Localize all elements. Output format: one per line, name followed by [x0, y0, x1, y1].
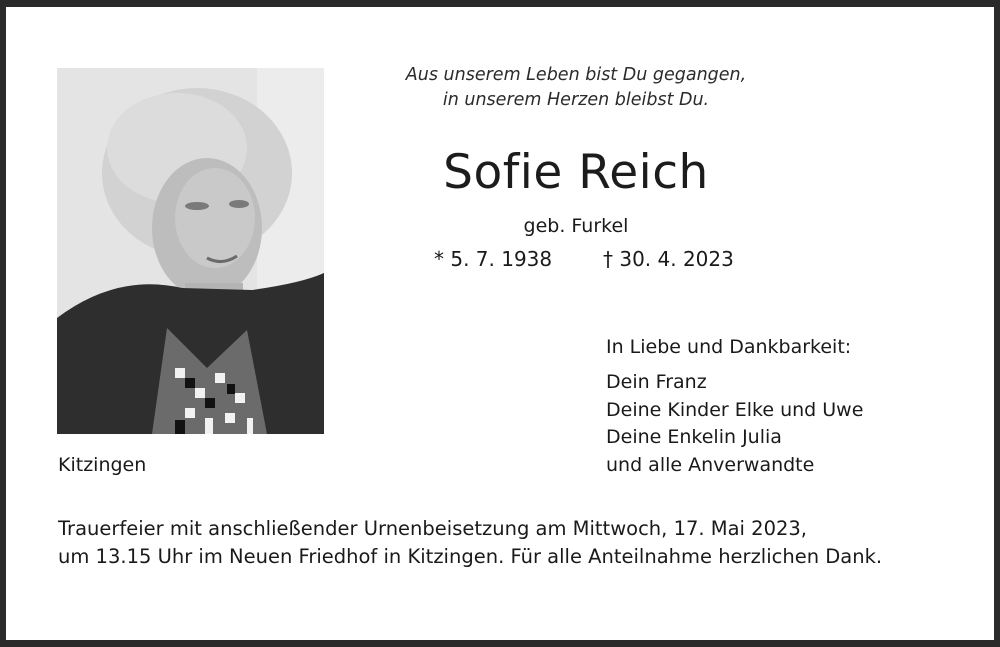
portrait-image: [57, 68, 324, 434]
thanks-heading: In Liebe und Dankbarkeit:: [606, 336, 852, 358]
deceased-name: Sofie Reich: [443, 145, 709, 200]
mourner-entry: Dein Franz: [606, 371, 707, 393]
quote-line-1: Aus unserem Leben bist Du gegangen,: [405, 65, 747, 85]
funeral-line-2: um 13.15 Uhr im Neuen Friedhof in Kitzingen. Für alle Anteilnahme herzlichen Dank.: [58, 545, 883, 568]
birth-name: geb. Furkel: [523, 215, 629, 237]
funeral-line-1: Trauerfeier mit anschließender Urnenbeisetzung am Mittwoch, 17. Mai 2023,: [58, 517, 807, 540]
funeral-notice: [58, 515, 882, 571]
quote-line-2: in unserem Herzen bleibst Du.: [442, 90, 710, 110]
mourner-entry: Deine Kinder Elke und Uwe: [606, 398, 864, 421]
obituary-card: [6, 7, 994, 640]
birth-date: * 5. 7. 1938: [434, 247, 553, 271]
death-date: † 30. 4. 2023: [603, 247, 734, 271]
portrait-photo: [57, 68, 324, 434]
place-name: Kitzingen: [58, 454, 147, 476]
mourners-list: [606, 369, 863, 479]
mourner-entry: Deine Enkelin Julia: [606, 426, 782, 448]
memorial-quote: [376, 63, 776, 113]
mourner-entry: und alle Anverwandte: [606, 453, 815, 476]
